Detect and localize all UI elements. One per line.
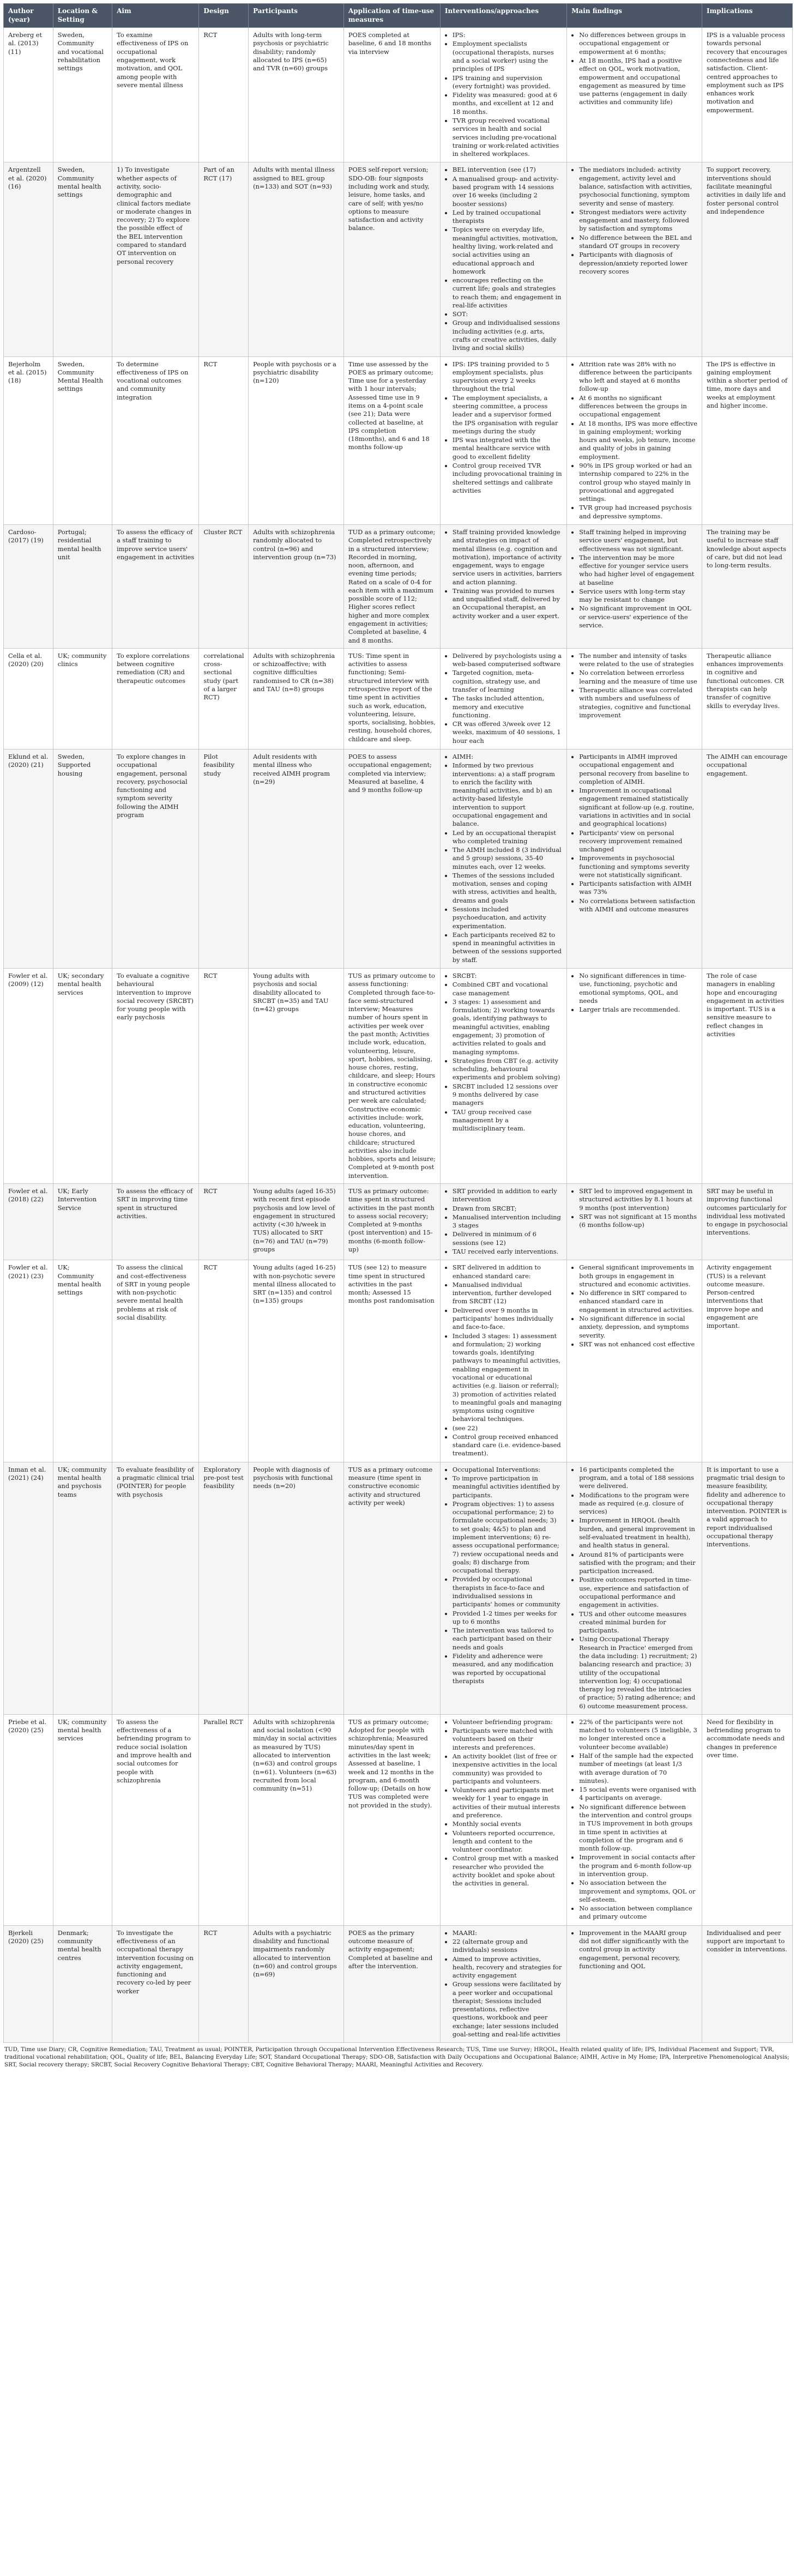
list-item: • IPS: xyxy=(453,31,562,39)
list-item: • No significant improvement in QOL or service-users' experience of the service. xyxy=(579,604,697,630)
cell-interventions xyxy=(440,648,566,749)
cell-design: Parallel RCT xyxy=(199,1714,249,1925)
list-item: • Targeted cognition, meta-cognition, strategy use, and transfer of learning xyxy=(453,669,562,694)
table-row xyxy=(4,1462,793,1714)
list-item: • General significant improvements in both groups in engagement in structured and economic activities. xyxy=(579,1263,697,1289)
list-item: • The intervention was tailored to each participant based on their needs and goals xyxy=(453,1626,562,1652)
cell-aim: 1) To investigate whether aspects of activity, socio-demographic and clinical factors mediate or moderate changes in recovery; 2) To explore the possible effect of the BEL intervention compared to standard OT intervention on personal recovery xyxy=(112,162,199,356)
interventions-list xyxy=(445,31,562,158)
list-item: • Volunteers and participants met weekly for 1 year to engage in activities of their mutual interests and preference. xyxy=(453,1786,562,1819)
list-item: • 22% of the participants were not matched to volunteers (5 ineligible, 3 no longer interested once a volunteer become available) xyxy=(579,1718,697,1751)
cell-participants: Adults with mental illness assigned to BEL group (n=133) and SOT (n=93) xyxy=(249,162,344,356)
list-item: • No significant differences in time-use, functioning, psychotic and emotional symptoms, QOL, and needs xyxy=(579,972,697,1005)
findings-list xyxy=(571,528,697,630)
cell-location: UK; community clinics xyxy=(53,648,112,749)
list-item: • 22 (alternate group and individuals) sessions xyxy=(453,1938,562,1955)
list-item: • Drawn from SRCBT; xyxy=(453,1205,562,1213)
list-item: • Control group met with a masked researcher who provided the activity booklet and spoke about the activities in general. xyxy=(453,1854,562,1888)
cell-design: RCT xyxy=(199,356,249,524)
cell-interventions xyxy=(440,969,566,1184)
findings-list xyxy=(571,652,697,719)
list-item: • Volunteers reported occurrence, length and content to the volunteer coordinator. xyxy=(453,1829,562,1854)
list-item: • IPS was integrated with the mental healthcare service with good to excellent fidelity xyxy=(453,436,562,461)
list-item: • 15 social events were organised with 4 participants on average. xyxy=(579,1786,697,1803)
findings-list xyxy=(571,1187,697,1229)
column-header: Participants xyxy=(249,4,344,28)
list-item: • The tasks included attention, memory and executive functioning. xyxy=(453,694,562,719)
column-header: Location & Setting xyxy=(53,4,112,28)
cell-author: Bjerkeli (2020) (25) xyxy=(4,1925,53,2043)
cell-implications: Activity engagement (TUS) is a relevant outcome measure. Person-centred interventions that improve hope and engagement are important. xyxy=(702,1260,793,1462)
cell-interventions xyxy=(440,162,566,356)
cell-timeuse: POES as the primary outcome measure of activity engagement; Completed at baseline and after the intervention. xyxy=(343,1925,440,2043)
list-item: • Group sessions were facilitated by a peer worker and occupational therapist; Sessions included presentations, reflective questions, workbook and peer exchange; later sessions included goal-setting and real-life activities xyxy=(453,1980,562,2039)
list-item: • Participants were matched with volunteers based on their interests and preferences. xyxy=(453,1727,562,1752)
list-item: • SRT provided in addition to early intervention xyxy=(453,1187,562,1204)
list-item: • The AIMH included 8 (3 individual and 5 group) sessions, 35-40 minutes each, over 12 weeks. xyxy=(453,846,562,871)
list-item: • Themes of the sessions included motivation, senses and coping with stress, activities and health, dreams and goals xyxy=(453,872,562,905)
list-item: • The mediators included: activity engagement, activity level and balance, satisfaction with activities, psychosocial functioning, symptom severity and sense of mastery. xyxy=(579,166,697,207)
list-item: • No correlations between satisfaction with AIMH and outcome measures xyxy=(579,897,697,914)
cell-findings xyxy=(567,162,702,356)
cell-interventions xyxy=(440,524,566,648)
list-item: • Improvement in the MAARI group did not differ significantly with the control group in activity engagement, personal recovery, functioning and QOL xyxy=(579,1929,697,1970)
column-header: Interventions/approaches xyxy=(440,4,566,28)
list-item: • Therapeutic alliance was correlated with numbers and usefulness of strategies, cognitive and functional improvement xyxy=(579,686,697,719)
list-item: • Included 3 stages: 1) assessment and formulation; 2) working towards goals, identifying pathways to meaningful activities, enabling engagement in vocational or educational activities (e.g. liaison or referral); 3) promotion of activities related to meaningful goals and managing symptoms using cognitive behavioral techniques. xyxy=(453,1332,562,1424)
list-item: • SRT was not enhanced cost effective xyxy=(579,1340,697,1349)
cell-findings xyxy=(567,356,702,524)
list-item: • Monthly social events xyxy=(453,1820,562,1828)
findings-list xyxy=(571,31,697,107)
list-item: • CR was offered 3/week over 12 weeks, maximum of 40 sessions, 1 hour each xyxy=(453,720,562,745)
cell-implications: The IPS is effective in gaining employment within a shorter period of time, more days and weeks at employment and higher income. xyxy=(702,356,793,524)
cell-interventions xyxy=(440,1925,566,2043)
cell-design: RCT xyxy=(199,1184,249,1260)
list-item: • AIMH: xyxy=(453,753,562,761)
cell-aim: To assess the efficacy of SRT in improving time spent in structured activities. xyxy=(112,1184,199,1260)
table-row xyxy=(4,1925,793,2043)
cell-author: Priebe et al. (2020) (25) xyxy=(4,1714,53,1925)
list-item: • No significant difference between the intervention and control groups in TUS improvement in both groups in time spent in activities at completion of the program and 6 month follow-up. xyxy=(579,1803,697,1853)
cell-findings xyxy=(567,1184,702,1260)
cell-aim: To explore changes in occupational engagement, personal recovery, psychosocial functioning and symptom severity following the AIMH program xyxy=(112,749,199,968)
findings-list xyxy=(571,1718,697,1921)
cell-timeuse: Time use assessed by the POES as primary outcome; Time use for a yesterday with 1 hour intervals; Assessed time use in 9 items on a 4-point scale (see 21); Data were collected at baseline, at IPS completion (18months), and 6 and 18 months follow-up xyxy=(343,356,440,524)
cell-findings xyxy=(567,1260,702,1462)
cell-author: Argentzell et al. (2020) (16) xyxy=(4,162,53,356)
cell-timeuse: TUS as primary outcome to assess functioning: Completed through face-to-face semi-structured interview; Measures number of hours spent in activities per week over the past month; Activities include work, education, volunteering, leisure, sport, hobbies, socialising, house chores, resting, childcare, and sleep; Hours in constructive economic and structured activities per week are calculated; Constructive economic activities include: work, education, volunteering, house chores, and childcare; structured activities also include hobbies, sports and leisure; Completed at 9-month post intervention. xyxy=(343,969,440,1184)
list-item: • SOT: xyxy=(453,310,562,318)
column-header: Author (year) xyxy=(4,4,53,28)
list-item: • SRT was not significant at 15 months (6 months follow-up) xyxy=(579,1213,697,1230)
list-item: • Staff training provided knowledge and strategies on impact of mental illness (e.g. cognition and motivation), importance of activity engagement, ways to engage service users in activities, barriers and action planning. xyxy=(453,528,562,586)
list-item: • Service users with long-term stay may be resistant to change xyxy=(579,588,697,604)
cell-implications: The training may be useful to increase staff knowledge about aspects of care, but did not lead to long-term results. xyxy=(702,524,793,648)
list-item: • 3 stages: 1) assessment and formulation; 2) working towards goals, identifying pathways to meaningful activities, enabling engagement; 3) promotion of activities related to goals and managing symptoms. xyxy=(453,998,562,1056)
cell-location: Sweden, Community mental health settings xyxy=(53,162,112,356)
interventions-list xyxy=(445,360,562,495)
list-item: • Using Occupational Therapy Research in Practice' emerged from the data including: 1) recruitment; 2) balancing research and practice; 3) utility of the occupational intervention log; 4) occupational therapy log revealed the intricacies of practice; 5) rating adherence; and 6) outcome measurement process. xyxy=(579,1635,697,1710)
cell-implications: Therapeutic alliance enhances improvements in cognitive and functional outcomes. CR therapists can help transfer of cognitive skills to everyday lives. xyxy=(702,648,793,749)
cell-interventions xyxy=(440,1462,566,1714)
cell-design: Pilot feasibility study xyxy=(199,749,249,968)
table-row xyxy=(4,1260,793,1462)
cell-timeuse: TUS as primary outcome: time spent in structured activities in the past month to assess social recovery; Completed at 9-months (post intervention) and 15-months (6-month follow-up) xyxy=(343,1184,440,1260)
list-item: • Sessions included psychoeducation, and activity experimentation. xyxy=(453,905,562,930)
cell-implications: SRT may be useful in improving functional outcomes particularly for individual less motivated to engage in psychosocial interventions. xyxy=(702,1184,793,1260)
list-item: • Improvements in psychosocial functioning and symptoms severity were not statistically significant. xyxy=(579,854,697,879)
cell-author: Fowler et al. (2018) (22) xyxy=(4,1184,53,1260)
cell-implications: IPS is a valuable process towards personal recovery that encourages connectedness and life satisfaction. Client-centred approaches to employment such as IPS enhances work motivation and empowerment. xyxy=(702,28,793,162)
list-item: • Aimed to improve activities, health, recovery and strategies for activity engagement xyxy=(453,1955,562,1980)
list-item: • No significant difference in social anxiety, depression, and symptoms severity. xyxy=(579,1315,697,1340)
cell-design: RCT xyxy=(199,1925,249,2043)
table-row xyxy=(4,749,793,968)
cell-interventions xyxy=(440,1184,566,1260)
list-item: • Provided by occupational therapists in face-to-face and individualised sessions in participants' homes or community xyxy=(453,1575,562,1609)
cell-findings xyxy=(567,1925,702,2043)
list-item: • No differences between groups in occupational engagement or empowerment at 6 months; xyxy=(579,31,697,56)
cell-aim: To determine effectiveness of IPS on vocational outcomes and community integration xyxy=(112,356,199,524)
cell-findings xyxy=(567,1714,702,1925)
list-item: • encourages reflecting on the current life; goals and strategies to reach them; and engagement in real-life activities xyxy=(453,276,562,310)
cell-findings xyxy=(567,524,702,648)
cell-timeuse: TUS as a primary outcome measure (time spent in constructive economic activity and structured activity per week) xyxy=(343,1462,440,1714)
list-item: • A manualised group- and activity-based program with 14 sessions over 16 weeks (including 2 booster sessions) xyxy=(453,175,562,208)
cell-findings xyxy=(567,1462,702,1714)
list-item: • Led by an occupational therapist who completed training xyxy=(453,829,562,846)
list-item: • Each participants received 82 to spend in meaningful activities in between of the sessions supported by staff. xyxy=(453,931,562,964)
table-row xyxy=(4,28,793,162)
list-item: • Topics were on everyday life, meaningful activities, motivation, healthy living, work-related and social activities using an educational approach and homework xyxy=(453,226,562,276)
list-item: • Led by trained occupational therapists xyxy=(453,209,562,226)
cell-interventions xyxy=(440,749,566,968)
cell-author: Bejerholm et al. (2015) (18) xyxy=(4,356,53,524)
cell-author: Fowler et al. (2009) (12) xyxy=(4,969,53,1184)
cell-implications: Individualised and peer support are important to consider in interventions. xyxy=(702,1925,793,2043)
list-item: • No correlation between errorless learning and the measure of time use xyxy=(579,669,697,686)
cell-participants: Young adults (aged 16-25) with non-psychotic severe mental illness allocated to SRT (n=135) and control (n=135) groups xyxy=(249,1260,344,1462)
list-item: • Volunteer befriending program: xyxy=(453,1718,562,1726)
cell-findings xyxy=(567,648,702,749)
cell-design: correlational cross-sectional study (part of a larger RCT) xyxy=(199,648,249,749)
cell-participants: Adults with a psychiatric disability and functional impairments randomly allocated to intervention (n=60) and control groups (n=69) xyxy=(249,1925,344,2043)
interventions-list xyxy=(445,1263,562,1458)
list-item: • Positive outcomes reported in time-use, experience and satisfaction of occupational performance and engagement in activities. xyxy=(579,1576,697,1609)
list-item: • TUS and other outcome measures created minimal burden for participants. xyxy=(579,1610,697,1635)
list-item: • BEL intervention (see (17) xyxy=(453,166,562,174)
findings-list xyxy=(571,1466,697,1710)
cell-author: Eklund et al. (2020) (21) xyxy=(4,749,53,968)
interventions-list xyxy=(445,753,562,964)
list-item: • Participants with diagnosis of depression/anxiety reported lower recovery scores xyxy=(579,251,697,276)
cell-timeuse: TUS as primary outcome; Adopted for people with schizophrenia; Measured minutes/day spent in activities in the last week; Assessed at baseline, 1 week and 12 months in the program, and 6-month follow-up; (Details on how TUS was completed were not provided in the study). xyxy=(343,1714,440,1925)
list-item: • At 18 months, IPS had a positive effect on QOL, work motivation, empowerment and occupational engagement as measured by time use patterns (engagement in daily activities and community life) xyxy=(579,57,697,107)
list-item: • At 18 months, IPS was more effective in gaining employment; working hours and weeks, job tenure, income and quality of jobs in gaining employment. xyxy=(579,420,697,461)
cell-author: Inman et al. (2021) (24) xyxy=(4,1462,53,1714)
cell-design: Cluster RCT xyxy=(199,524,249,648)
column-header: Main findings xyxy=(567,4,702,28)
header-row xyxy=(4,4,793,28)
cell-design: RCT xyxy=(199,28,249,162)
cell-timeuse: TUS (see 12) to measure time spent in structured activities in the past month; Assessed 15 months post randomisation xyxy=(343,1260,440,1462)
cell-aim: To examine effectiveness of IPS on occupational engagement, work motivation, and QOL among people with severe mental illness xyxy=(112,28,199,162)
findings-list xyxy=(571,753,697,914)
list-item: • To improve participation in meaningful activities identified by participants. xyxy=(453,1474,562,1499)
cell-findings xyxy=(567,749,702,968)
list-item: • Informed by two previous interventions: a) a staff program to enrich the facility with meaningful activities, and b) an activity-based lifestyle intervention to support occupational engagement and balance. xyxy=(453,761,562,828)
list-item: • Control group received TVR including provocational training in sheltered settings and calibrate activities xyxy=(453,462,562,495)
interventions-list xyxy=(445,1929,562,2039)
list-item: • SRT led to improved engagement in structured activities by 8.1 hours at 9 months (post intervention) xyxy=(579,1187,697,1212)
interventions-list xyxy=(445,1187,562,1256)
cell-implications: It is important to use a pragmatic trial design to measure feasibility, fidelity and adherence to occupational therapy intervention. POINTER is a valid approach to report individualised occupational therapy interventions. xyxy=(702,1462,793,1714)
cell-timeuse: TUS: Time spent in activities to assess functioning; Semi-structured interview with retrospective report of the time spent in activities such as work, education, volunteering, leisure, sports, socialising, hobbies, resting, household chores, childcare and sleep. xyxy=(343,648,440,749)
column-header: Aim xyxy=(112,4,199,28)
list-item: • The intervention may be more effective for younger service users who had higher level of engagement at baseline xyxy=(579,554,697,587)
list-item: • Fidelity was measured: good at 6 months, and excellent at 12 and 18 months. xyxy=(453,91,562,116)
list-item: • TAU received early interventions. xyxy=(453,1248,562,1256)
table-row xyxy=(4,524,793,648)
findings-list xyxy=(571,166,697,276)
cell-participants: Adults with schizophrenia and social isolation (<90 min/day in social activities as measured by TUS) allocated to intervention (n=63) and control groups (n=61). Volunteers (n=63) recruited from local community (n=51) xyxy=(249,1714,344,1925)
findings-list xyxy=(571,1929,697,1970)
list-item: • TAU group received case management by a multidisciplinary team. xyxy=(453,1108,562,1133)
interventions-list xyxy=(445,166,562,352)
studies-table xyxy=(3,3,793,2043)
list-item: • The number and intensity of tasks were related to the use of strategies xyxy=(579,652,697,669)
cell-participants: People with psychosis or a psychiatric disability (n=120) xyxy=(249,356,344,524)
list-item: • Occupational Interventions: xyxy=(453,1466,562,1474)
list-item: • 16 participants completed the program, and a total of 188 sessions were delivered. xyxy=(579,1466,697,1491)
list-item: • SRCBT included 12 sessions over 9 months delivered by case managers xyxy=(453,1083,562,1108)
cell-timeuse: TUD as a primary outcome; Completed retrospectively in a structured interview; Recorded in morning, noon, afternoon, and evening time periods; Rated on a scale of 0-4 for each item with a maximum possible score of 112; Higher scores reflect higher and more complex engagement in activities; Completed at baseline, 4 and 8 months. xyxy=(343,524,440,648)
cell-implications: The role of case managers in enabling hope and encouraging engagement in activities is important. TUS is a sensitive measure to reflect changes in activities xyxy=(702,969,793,1184)
table-body xyxy=(4,28,793,2043)
cell-author: Cella et al. (2020) (20) xyxy=(4,648,53,749)
cell-participants: People with diagnosis of psychosis with functional needs (n=20) xyxy=(249,1462,344,1714)
list-item: • Attrition rate was 28% with no difference between the participants who left and stayed at 6 months follow-up xyxy=(579,360,697,394)
list-item: • Staff training helped in improving service users' engagement, but effectiveness was not significant. xyxy=(579,528,697,553)
cell-location: Portugal; residential mental health unit xyxy=(53,524,112,648)
cell-aim: To evaluate feasibility of a pragmatic clinical trial (POINTER) for people with psychosis xyxy=(112,1462,199,1714)
cell-findings xyxy=(567,28,702,162)
cell-author: Fowler et al. (2021) (23) xyxy=(4,1260,53,1462)
cell-aim: To investigate the effectiveness of an occupational therapy intervention focusing on activity engagement, functioning and recovery co-led by peer worker xyxy=(112,1925,199,2043)
list-item: • Half of the sample had the expected number of meetings (at least 1/3 with average duration of 70 minutes). xyxy=(579,1752,697,1785)
table-row xyxy=(4,356,793,524)
cell-author: Cardoso-(2017) (19) xyxy=(4,524,53,648)
list-item: • SRT delivered in addition to enhanced standard care: xyxy=(453,1263,562,1280)
list-item: • Participants in AIMH improved occupational engagement and personal recovery from baseline to completion of AIMH. xyxy=(579,753,697,786)
cell-aim: To assess the clinical and cost-effectiveness of SRT in young people with non-psychotic severe mental health problems at risk of social disability. xyxy=(112,1260,199,1462)
cell-location: Sweden, Supported housing xyxy=(53,749,112,968)
cell-participants: Young adults with psychosis and social disability allocated to SRCBT (n=35) and TAU (n=42) groups xyxy=(249,969,344,1184)
list-item: • Combined CBT and vocational case management xyxy=(453,981,562,997)
cell-interventions xyxy=(440,356,566,524)
cell-design: RCT xyxy=(199,969,249,1184)
table-row xyxy=(4,162,793,356)
list-item: • Control group received enhanced standard care (i.e. evidence-based treatment). xyxy=(453,1433,562,1458)
list-item: • Participants satisfaction with AIMH was 73% xyxy=(579,880,697,897)
list-item: • At 6 months no significant differences between the groups in occupational engagement xyxy=(579,394,697,419)
list-item: • Employment specialists (occupational therapists, nurses and a social worker) using the principles of IPS xyxy=(453,40,562,73)
interventions-list xyxy=(445,1466,562,1685)
list-item: • Improvement in HRQOL (health burden, and general improvement in self-evaluated treatment in health), and health status in general. xyxy=(579,1516,697,1550)
interventions-list xyxy=(445,528,562,620)
table-header xyxy=(4,4,793,28)
list-item: • SRCBT: xyxy=(453,972,562,980)
list-item: • TVR group received vocational services in health and social services including pre-vocational training or work-related activities in sheltered workplaces. xyxy=(453,117,562,158)
cell-aim: To explore correlations between cognitive remediation (CR) and therapeutic outcomes xyxy=(112,648,199,749)
cell-timeuse: POES self-report version; SDO-OB: four signposts including work and study, leisure, home tasks, and care of self; with yes/no options to measure satisfaction and activity balance. xyxy=(343,162,440,356)
list-item: • Improvement in occupational engagement remained statistically significant at follow-up (e.g. routine, variations in activities and in social and geographical locations) xyxy=(579,787,697,828)
list-item: • Manualised intervention including 3 stages xyxy=(453,1213,562,1230)
list-item: • Training was provided to nurses and unqualified staff, delivered by an Occupational therapist, an activity worker and a user expert. xyxy=(453,587,562,620)
cell-location: UK; Community mental health settings xyxy=(53,1260,112,1462)
list-item: • Manualised individual intervention, further developed from SRCBT (12) xyxy=(453,1281,562,1306)
list-item: • The employment specialists, a steering committee, a process leader and a supervisor formed the IPS organisation with regular meetings during the study xyxy=(453,394,562,436)
list-item: • Fidelity and adherence were measured, and any modification was reported by occupational therapists xyxy=(453,1652,562,1685)
cell-implications: To support recovery, interventions should facilitate meaningful activities in daily life and foster personal control and independence xyxy=(702,162,793,356)
cell-participants: Adults with schizophrenia randomly allocated to control (n=96) and intervention group (n=73) xyxy=(249,524,344,648)
table-row xyxy=(4,1714,793,1925)
list-item: • IPS: IPS training provided to 5 employment specialists, plus supervision every 2 weeks throughout the trial xyxy=(453,360,562,394)
table-row xyxy=(4,1184,793,1260)
cell-aim: To evaluate a cognitive behavioural intervention to improve social recovery (SRCBT) for young people with early psychosis xyxy=(112,969,199,1184)
list-item: • Delivered in minimum of 6 sessions (see 12) xyxy=(453,1230,562,1247)
list-item: • TVR group had increased psychosis and depressive symptoms. xyxy=(579,504,697,521)
findings-list xyxy=(571,1263,697,1349)
list-item: • IPS training and supervision (every fortnight) was provided. xyxy=(453,74,562,91)
list-item: • Improvement in social contacts after the program and 6-month follow-up in intervention group. xyxy=(579,1853,697,1878)
cell-location: UK; secondary mental health services xyxy=(53,969,112,1184)
cell-location: UK; community mental health and psychosis teams xyxy=(53,1462,112,1714)
column-header: Application of time-use measures xyxy=(343,4,440,28)
cell-implications: The AIMH can encourage occupational engagement. xyxy=(702,749,793,968)
cell-location: UK; community mental health services xyxy=(53,1714,112,1925)
cell-participants: Adult residents with mental illness who received AIMH program (n=29) xyxy=(249,749,344,968)
list-item: • (see 22) xyxy=(453,1424,562,1432)
column-header: Design xyxy=(199,4,249,28)
interventions-list xyxy=(445,652,562,745)
cell-aim: To assess the effectiveness of a befriending program to reduce social isolation and improve health and social outcomes for people with schizophrenia xyxy=(112,1714,199,1925)
findings-list xyxy=(571,972,697,1014)
list-item: • Delivered over 9 months in participants' homes individually and face-to-face. xyxy=(453,1307,562,1332)
list-item: • Delivered by psychologists using a web-based computerised software xyxy=(453,652,562,669)
list-item: • Group and individualised sessions including activities (e.g. arts, crafts or creative activities, daily living and social skills) xyxy=(453,319,562,352)
column-header: Implications xyxy=(702,4,793,28)
cell-interventions xyxy=(440,1260,566,1462)
cell-aim: To assess the efficacy of a staff training to improve service users' engagement in activities xyxy=(112,524,199,648)
findings-list xyxy=(571,360,697,521)
list-item: • No difference in SRT compared to enhanced standard care in engagement in structured activities. xyxy=(579,1289,697,1314)
cell-location: Sweden, Community and vocational rehabilitation settings xyxy=(53,28,112,162)
cell-interventions xyxy=(440,28,566,162)
cell-location: Denmark; community mental health centres xyxy=(53,1925,112,2043)
list-item: • 90% in IPS group worked or had an internship compared to 22% in the control group who stayed mainly in provocational and aggregated settings. xyxy=(579,462,697,503)
cell-design: Part of an RCT (17) xyxy=(199,162,249,356)
cell-interventions xyxy=(440,1714,566,1925)
cell-design: RCT xyxy=(199,1260,249,1462)
list-item: • Program objectives: 1) to assess occupational performance; 2) to formulate occupational needs; 3) to set goals; 4&5) to plan and implement interventions; 6) re-assess occupational performance; 7) review occupational needs and goals; 8) discharge from occupational therapy. xyxy=(453,1500,562,1575)
list-item: • An activity booklet (list of free or inexpensive activities in the local community) was provided to participants and volunteers. xyxy=(453,1752,562,1786)
cell-design: Exploratory pre-post test feasibility xyxy=(199,1462,249,1714)
cell-location: UK; Early Intervention Service xyxy=(53,1184,112,1260)
list-item: • No difference between the BEL and standard OT groups in recovery xyxy=(579,234,697,251)
table-row xyxy=(4,648,793,749)
list-item: • Strategies from CBT (e.g. activity scheduling, behavioural experiments and problem solving) xyxy=(453,1057,562,1082)
cell-participants: Adults with schizophrenia or schizoaffective; with cognitive difficulties randomised to CR (n=38) and TAU (n=8) groups xyxy=(249,648,344,749)
list-item: • Strongest mediators were activity engagement and mastery, followed by satisfaction and symptoms xyxy=(579,208,697,233)
interventions-list xyxy=(445,1718,562,1888)
table-footnote: TUD, Time use Diary; CR, Cognitive Remediation; TAU, Treatment as usual; POINTER, Participation through Occupational Intervention Effectiveness Research; TUS, Time use Survey; HRQOL, Health related quality of life; IPS, Individual Placement and Support; TVR, traditional vocational rehabilitation; QOL, Quality of life; BEL, Balancing Everyday Life; SOT, Standard Occupational Therapy; SDO-OB, Satisfaction with Daily Occupations and Occupational Balance; AIMH, Active in My Home; IPA, Interpretive Phenomenological Analysis; SRT, Social recovery therapy; SRCBT, Social Recovery Cognitive Behavioral Therapy; CBT, Cognitive Behavioral Therapy; MAARI, Meaningful Activities and Recovery. xyxy=(4,2046,789,2069)
list-item: • MAARI: xyxy=(453,1929,562,1937)
cell-implications: Need for flexibility in befriending program to accommodate needs and changes in preference over time. xyxy=(702,1714,793,1925)
list-item: • No association between compliance and primary outcome xyxy=(579,1904,697,1921)
cell-findings xyxy=(567,969,702,1184)
cell-participants: Young adults (aged 16-35) with recent first episode psychosis and low level of engagement in structured activity (<30 h/week in TUS) allocated to SRT (n=76) and TAU (n=79) groups xyxy=(249,1184,344,1260)
list-item: • Around 81% of participants were satisfied with the program; and their participation increased. xyxy=(579,1551,697,1576)
cell-participants: Adults with long-term psychosis or psychiatric disability; randomly allocated to IPS (n=65) and TVR (n=60) groups xyxy=(249,28,344,162)
table-row xyxy=(4,969,793,1184)
cell-location: Sweden, Community Mental Health settings xyxy=(53,356,112,524)
cell-timeuse: POES completed at baseline, 6 and 18 months via interview xyxy=(343,28,440,162)
list-item: • Participants' view on personal recovery improvement remained unchanged xyxy=(579,829,697,854)
cell-timeuse: POES to assess occupational engagement; completed via interview; Measured at baseline, 4 and 9 months follow-up xyxy=(343,749,440,968)
cell-author: Areberg et al. (2013) (11) xyxy=(4,28,53,162)
list-item: • Modifications to the program were made as required (e.g. closure of services) xyxy=(579,1491,697,1516)
interventions-list xyxy=(445,972,562,1133)
list-item: • Larger trials are recommended. xyxy=(579,1006,697,1014)
list-item: • Provided 1-2 times per weeks for up to 6 months xyxy=(453,1610,562,1626)
list-item: • No association between the improvement and symptoms, QOL or self-esteem. xyxy=(579,1879,697,1904)
